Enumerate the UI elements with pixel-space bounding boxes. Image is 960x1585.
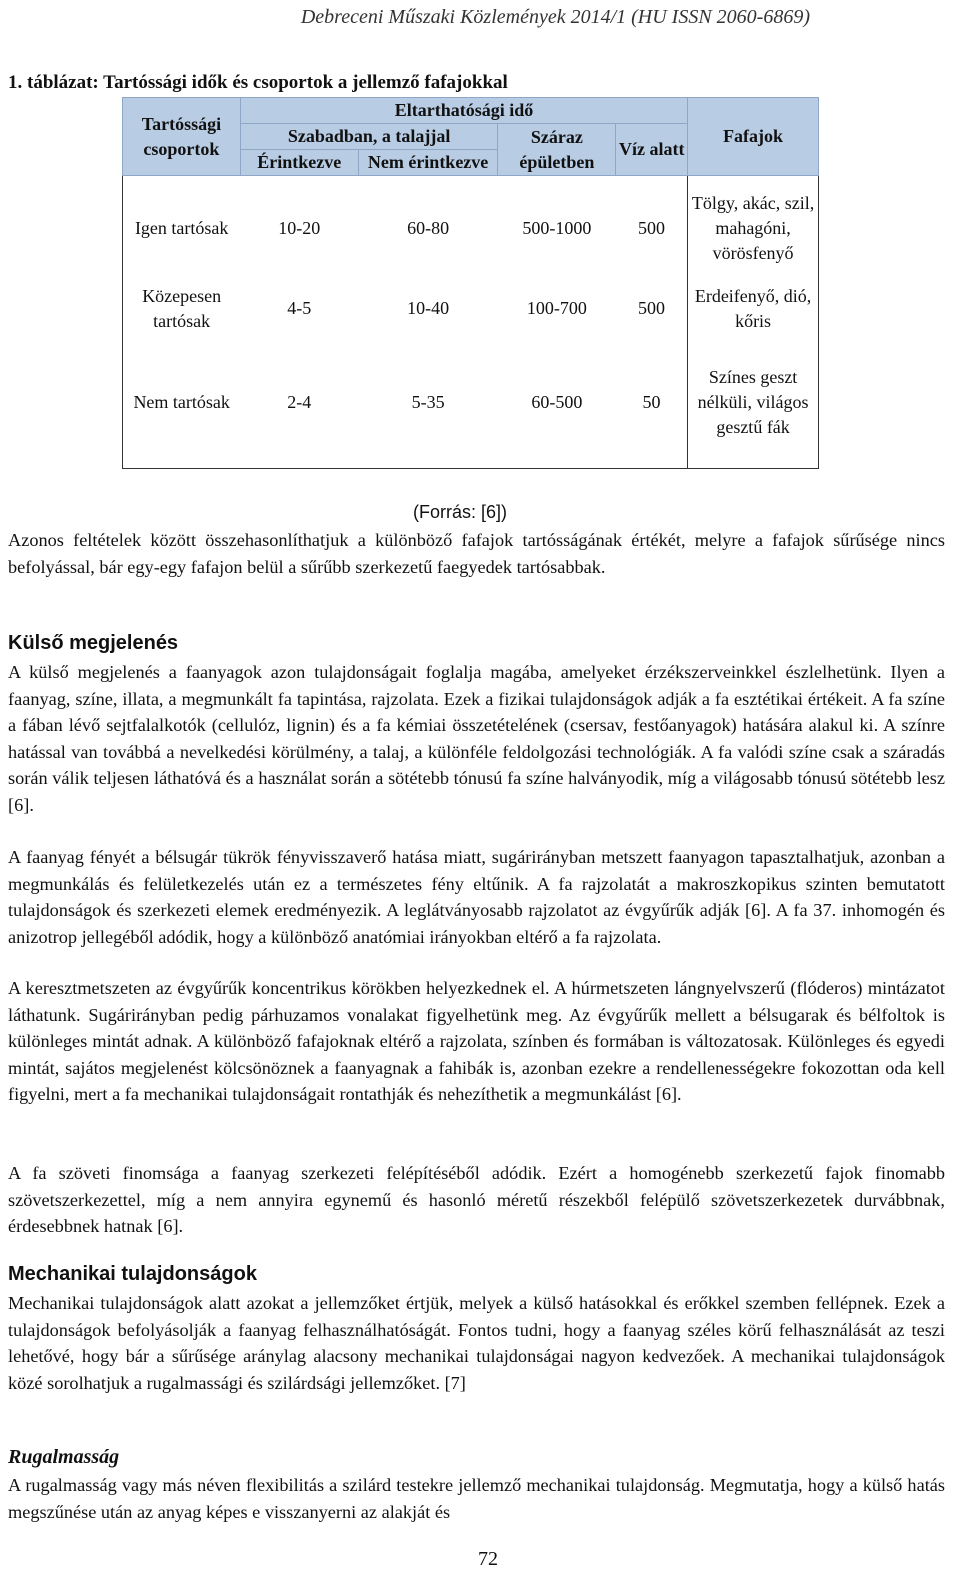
- group-cell: Közepesen tartósak: [123, 281, 241, 336]
- value-cell: 500-1000: [522, 218, 592, 238]
- value-cell: 4-5: [287, 298, 312, 318]
- value-cell: 500: [637, 218, 665, 238]
- header-storage-time: Eltarthatósági idő: [240, 98, 687, 124]
- table-row: [123, 176, 819, 282]
- paragraph-mechanical: Mechanikai tulajdonságok alatt azokat a jellemzőket értjük, melyek a külső hatásokkal és erőkkel szemben fellépnek. Ezek a tulajdonságok befolyásolják a faanyag felhasználhatóságát. Fontos tudni, hogy a faanyag széles körű felhasználását az teszi lehetővé, hogy bár a sűrűsége aránylag alacsony mechanikai tulajdonságai nagyon kedvezőek. A mechanikai tulajdonságok közé sorolhatjuk a rugalmassági és szilárdsági jellemzőket. [7]: [8, 1293, 945, 1393]
- paragraph-appearance: A külső megjelenés a faanyagok azon tulajdonságait foglalja magába, amelyeket érzékszerveinkkel észlelhetünk. Ilyen a faanyag, színe, illata, a megmunkált fa tapintása, rajzolata. Ezek a fizikai tulajdonságok adják a fa esztétikai értékeit. A fa színe a fában lévő sejtfalalkotók (cellulóz, lignin) és a fa kémiai összetételének (csersav, festőanyagok) hatására alakul ki. A színre hatással van továbbá a nevelkedési körülmény, a talaj, a különféle feldolgozási technológiák. A fa valódi színe csak a száradás során válik teljesen láthatóvá és a használat során a sötétebb tónusú fa színe halványodik, míg a világosabb tónusú sötétebb lesz [6].: [8, 662, 945, 815]
- group-cell: Nem tartósak: [123, 336, 241, 469]
- page-number: 72: [478, 1548, 498, 1570]
- heading-mechanical: Mechanikai tulajdonságok: [8, 1263, 257, 1285]
- value-cell: 500: [637, 298, 665, 318]
- paragraph-durability: Azonos feltételek között összehasonlíthatjuk a különböző fafajok tartósságának értékét, melyre a fafajok sűrűsége nincs befolyással, bár egy-egy fafajon belül a sűrűbb szerkezetű faegyedek tartósabbak.: [8, 530, 945, 577]
- header-species: Fafajok: [688, 98, 819, 176]
- table-row: [123, 281, 819, 336]
- species-cell: Tölgy, akác, szil, mahagóni, vörösfenyő: [688, 176, 819, 282]
- table-caption: 1. táblázat: Tartóssági idők és csoportok a jellemző fafajokkal: [8, 72, 508, 93]
- header-ground-contact: Érintkezve: [240, 150, 358, 176]
- paragraph-elasticity: A rugalmasság vagy más néven flexibilitás a szilárd testekre jellemző mechanikai tulajdonság. Megmutatja, hogy a külső hatás megszűnése után az anyag képes e visszanyerni az alakját és: [8, 1475, 945, 1522]
- header-groups: Tartóssági csoportok: [123, 98, 241, 176]
- value-cell: 10-20: [278, 218, 321, 238]
- header-dry-building: Száraz épületben: [498, 124, 616, 176]
- value-cell: 2-4: [240, 336, 358, 469]
- header-no-ground-contact: Nem érintkezve: [358, 150, 498, 176]
- value-cell: 60-500: [498, 336, 616, 469]
- paragraph-texture: A fa szöveti finomsága a faanyag szerkezeti felépítéséből adódik. Ezért a homogénebb szerkezetű fajok finomabb szövetszerkezettel, míg a nem annyira egynemű és hasonló méretű részekből felépülő szövetszerkezetek durvábbnak, érdesebbnek hatnak [6].: [8, 1163, 945, 1236]
- heading-appearance: Külső megjelenés: [8, 632, 179, 654]
- value-cell: 5-35: [358, 336, 498, 469]
- value-cell: 60-80: [407, 218, 450, 238]
- paragraph-pattern: A keresztmetszeten az évgyűrűk koncentrikus körökben helyezkednek el. A húrmetszeten lángnyelvszerű (flóderos) mintázatot láthatunk. Sugárirányban pedig párhuzamos vonalakat figyelhetünk meg. Az évgyűrűk mellett a bélsugarak és bélfoltok is különleges mintát adnak. A különböző fafajoknak eltérő a rajzolata, színben és formában is változatosak. Különleges és egyedi mintát, sajátos megjelenést kölcsönöznek a faanyagnak a fahibák is, azonban ezekre a rendellenességekre fokozottan oda kell figyelni, mert a fa mechanikai tulajdonságait rontathják és nehezíthetik a megmunkálást [6].: [8, 978, 945, 1104]
- header-underwater: Víz alatt: [616, 124, 688, 176]
- value-cell: 10-40: [407, 298, 450, 318]
- table-source: (Forrás: [6]): [413, 502, 508, 522]
- species-cell: Színes geszt nélküli, világos gesztű fák: [688, 336, 819, 469]
- table-row: [123, 336, 819, 469]
- group-cell: Igen tartósak: [123, 176, 241, 282]
- journal-header: Debreceni Műszaki Közlemények 2014/1 (HU ISSN 2060-6869): [300, 6, 810, 28]
- header-outdoor: Szabadban, a talajjal: [240, 124, 498, 150]
- value-cell: 100-700: [526, 298, 587, 318]
- value-cell: 50: [616, 336, 688, 469]
- species-cell: Erdeifenyő, dió, kőris: [688, 281, 819, 336]
- heading-elasticity: Rugalmasság: [8, 1446, 120, 1468]
- durability-table: [122, 97, 819, 469]
- paragraph-gloss: A faanyag fényét a bélsugár tükrök fényvisszaverő hatása miatt, sugárirányban metszett faanyagon tapasztalhatjuk, azonban a megmunkálás és felületkezelés után ez a természetes fény eltűnik. A fa rajzolatát a makroszkopikus szinten bemutatott tulajdonságok és szerkezeti elemek eredményezik. A leglátványosabb rajzolatot az évgyűrűk adják [6]. A fa 37. inhomogén és anizotrop jellegéből adódik, hogy a különböző anatómiai irányokban eltérő a fa rajzolata.: [8, 847, 945, 947]
